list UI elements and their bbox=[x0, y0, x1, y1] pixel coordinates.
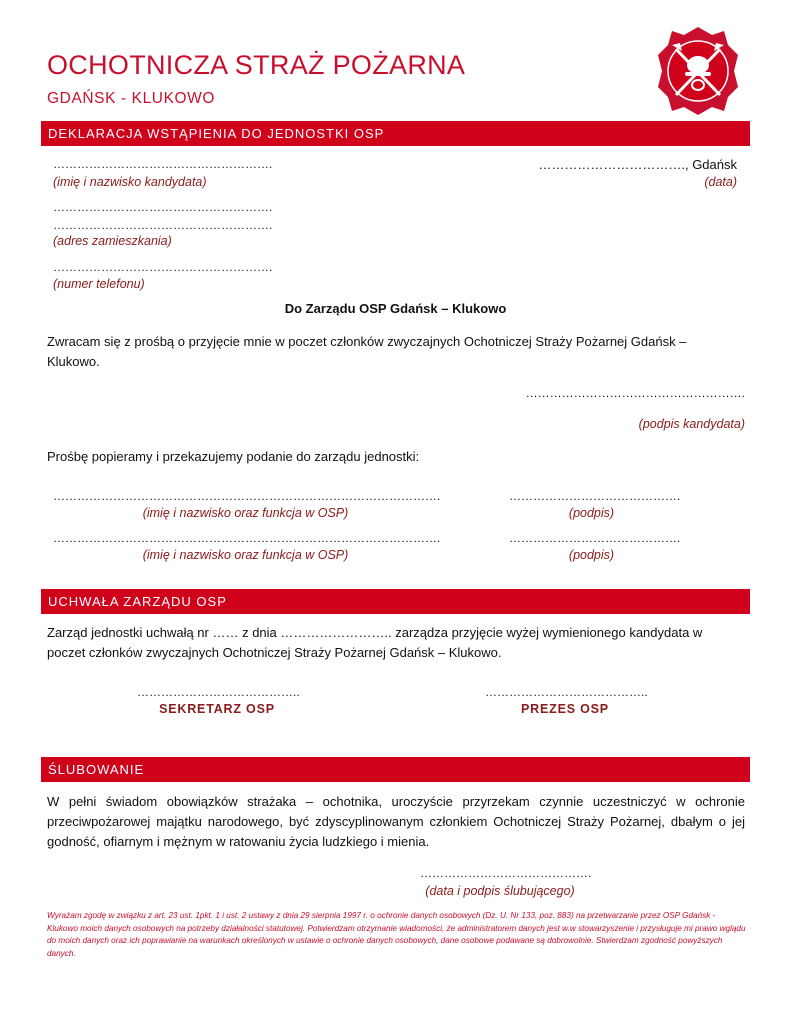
supporter-2-name-label: (imię i nazwisko oraz funkcja w OSP) bbox=[142, 548, 349, 562]
secretary-signature-line[interactable]: ………………………………….. bbox=[137, 685, 300, 699]
addressee: Do Zarządu OSP Gdańsk – Klukowo bbox=[284, 301, 507, 316]
section-header-resolution: UCHWAŁA ZARZĄDU OSP bbox=[41, 589, 750, 614]
phone-line[interactable]: ………………………………………………. bbox=[53, 260, 273, 274]
support-text: Prośbę popieramy i przekazujemy podanie do zarządu jednostki: bbox=[47, 449, 420, 464]
section-header-oath: ŚLUBOWANIE bbox=[41, 757, 750, 782]
supporter-2-signature-label: (podpis) bbox=[568, 548, 615, 562]
date-label: (data) bbox=[704, 175, 737, 189]
address-line-2[interactable]: ………………………………………………. bbox=[53, 218, 273, 232]
candidate-signature-label: (podpis kandydata) bbox=[638, 417, 745, 431]
oath-signature-line[interactable]: ……………………………………. bbox=[420, 866, 592, 880]
president-label: PREZES OSP bbox=[521, 702, 609, 716]
page-title: OCHOTNICZA STRAŻ POŻARNA bbox=[47, 50, 466, 80]
supporter-2-signature-line[interactable]: ……………………………………. bbox=[509, 531, 681, 545]
supporter-1-name-label: (imię i nazwisko oraz funkcja w OSP) bbox=[142, 506, 349, 520]
president-signature-line[interactable]: ………………………………….. bbox=[485, 685, 648, 699]
supporter-1-signature-line[interactable]: ……………………………………. bbox=[509, 489, 681, 503]
phone-label: (numer telefonu) bbox=[53, 277, 145, 291]
supporter-2-name-line[interactable]: ……………………………………………………………………………………. bbox=[53, 531, 441, 545]
resolution-text: Zarząd jednostki uchwałą nr …… z dnia …………………….. zarządza przyjęcie wyżej wymienionego kandydata w poczet członków zwyczajnych Ochotniczej Straży Pożarnej Gdańsk – Klukowo. bbox=[47, 625, 703, 660]
candidate-name-label: (imię i nazwisko kandydata) bbox=[53, 175, 207, 189]
firefighter-emblem-icon bbox=[652, 25, 744, 117]
secretary-label: SEKRETARZ OSP bbox=[159, 702, 275, 716]
candidate-signature-line[interactable]: ………………………………………………. bbox=[525, 386, 745, 400]
data-consent-notice: Wyrażam zgodę w związku z art. 23 ust. 1pkt. 1 i ust. 2 ustawy z dnia 29 sierpnia 1997 r. o ochronie danych osobowych (Dz. U. Nr 133, poz. 883) na przetwarzanie przez OSP Gdańsk - Klukowo moich danych osobowych na potrzeby działalności statutowej. Potwierdzam otrzymanie wiadomości, że administratorem danych jest w.w stowarzyszenie i przysługuje mi prawo wglądu do moich danych oraz ich poprawianie na warunkach określonych w ustawie o ochronie danych osobowych, dane osobowe podawane są dobrowolnie. Stwierdzam zgodność powyższych danych. bbox=[47, 911, 746, 958]
candidate-name-line[interactable]: ………………………………………………. bbox=[53, 157, 273, 171]
request-text: Zwracam się z prośbą o przyjęcie mnie w poczet członków zwyczajnych Ochotniczej Straży Pożarnej Gdańsk – Klukowo. bbox=[47, 334, 687, 369]
oath-signature-label: (data i podpis ślubującego) bbox=[425, 884, 575, 898]
supporter-1-name-line[interactable]: ……………………………………………………………………………………. bbox=[53, 489, 441, 503]
address-line-1[interactable]: ………………………………………………. bbox=[53, 200, 273, 214]
address-label: (adres zamieszkania) bbox=[53, 234, 172, 248]
date-line[interactable]: ……………………………., Gdańsk bbox=[538, 157, 737, 172]
page-subtitle: GDAŃSK - KLUKOWO bbox=[47, 90, 216, 107]
supporter-1-signature-label: (podpis) bbox=[568, 506, 615, 520]
oath-text: W pełni świadom obowiązków strażaka – ochotnika, uroczyście przyrzekam czynnie uczestniczyć w ochronie przeciwpożarowej majątku narodowego, być zdyscyplinowanym członkiem Ochotniczej Straży Pożarnej, dbałym o jej godność, ofiarnym i mężnym w ratowaniu życia ludzkiego i mienia. bbox=[47, 794, 745, 849]
section-header-declaration: DEKLARACJA WSTĄPIENIA DO JEDNOSTKI OSP bbox=[41, 121, 750, 146]
